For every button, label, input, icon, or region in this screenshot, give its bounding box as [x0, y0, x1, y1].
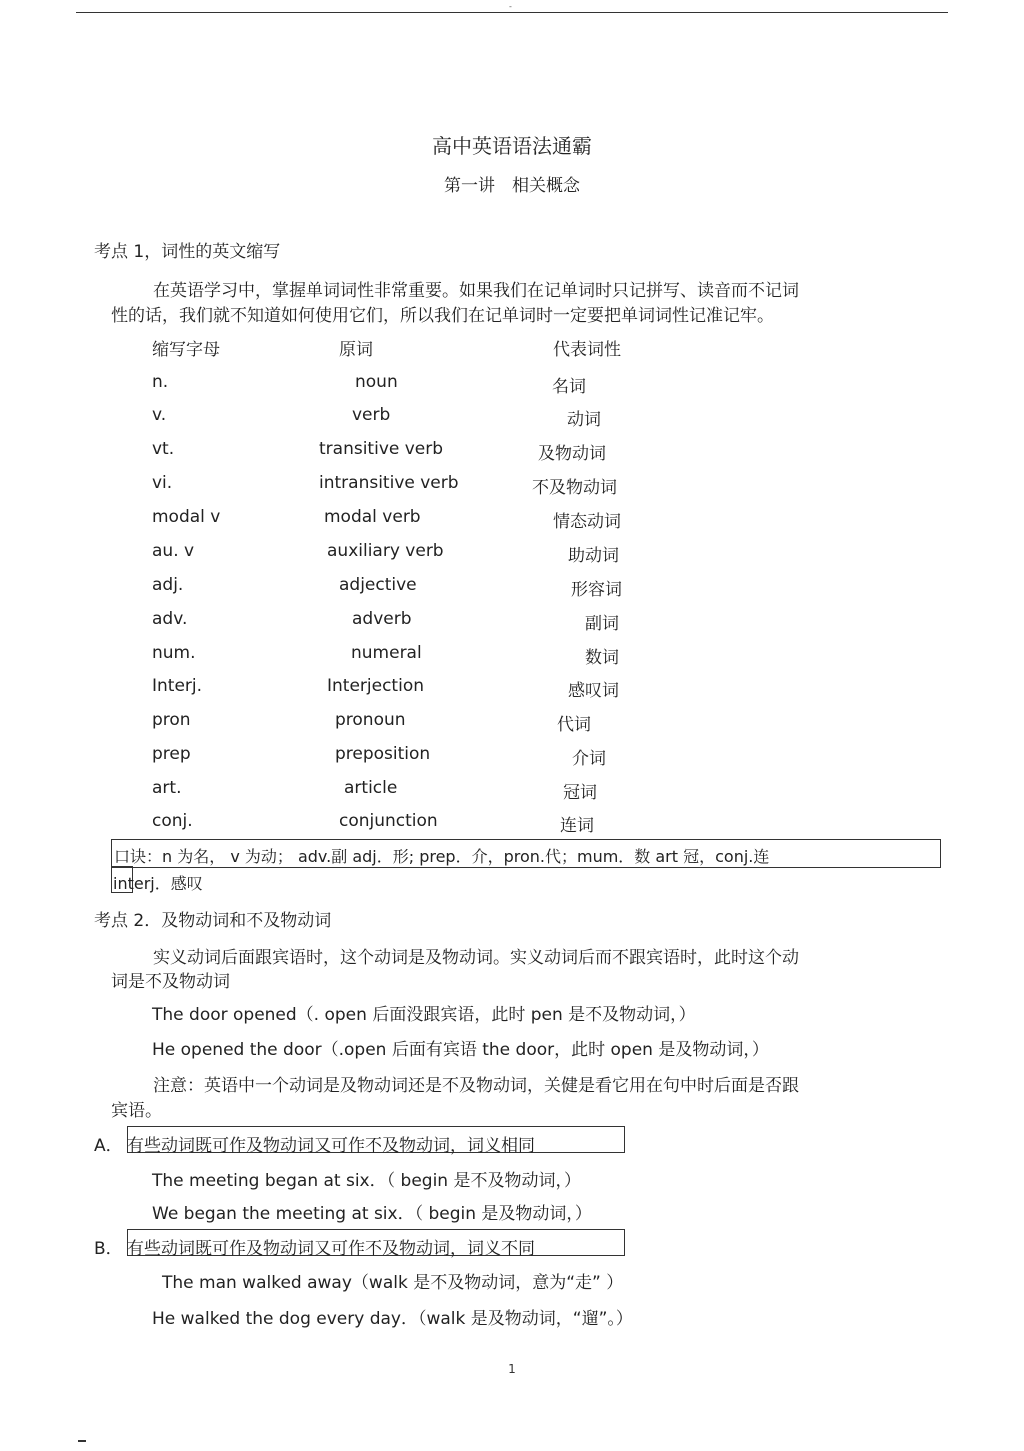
cell-abbr: prep [152, 744, 191, 764]
point-a-text: 有些动词既可作及物动词又可作不及物动词，词义相同 [127, 1136, 535, 1156]
cell-original: conjunction [339, 811, 438, 831]
section1-paragraph-line1: 在英语学习中，掌握单词词性非常重要。如果我们在记单词时只记拼写、读音而不记词 [153, 281, 799, 301]
cell-abbr: conj. [152, 811, 193, 831]
cell-original: noun [355, 372, 398, 392]
header-pos: 代表词性 [553, 340, 621, 360]
cell-pos: 数词 [585, 648, 619, 668]
cell-abbr: n. [152, 372, 169, 392]
cell-original: adverb [352, 609, 412, 629]
table-row [0, 507, 1024, 535]
table-row [0, 439, 1024, 467]
cell-pos: 形容词 [571, 580, 622, 600]
cell-pos: 助动词 [568, 546, 619, 566]
cell-original: preposition [335, 744, 431, 764]
cell-pos: 代词 [557, 715, 591, 735]
cell-abbr: adv. [152, 609, 188, 629]
point-a-label: A． [94, 1136, 123, 1156]
document-title: 高中英语语法通霸 [432, 134, 592, 158]
header-original: 原词 [339, 340, 373, 360]
table-row [0, 811, 1024, 839]
header-dot: - [509, 2, 512, 11]
table-row [0, 372, 1024, 400]
cell-abbr: pron [152, 710, 191, 730]
section2-note-line1: 注意：英语中一个动词是及物动词还是不及物动词，关健是看它用在句中时后面是否跟 [153, 1076, 799, 1096]
point-b-example2: He walked the dog every day．（walk 是及物动词，“遛”。） [152, 1309, 633, 1329]
point-b-label: B． [94, 1239, 123, 1259]
cell-abbr: au. v [152, 541, 195, 561]
cell-original: verb [352, 405, 391, 425]
corner-mark [78, 1440, 86, 1442]
cell-pos: 连词 [560, 816, 594, 836]
cell-pos: 副词 [585, 614, 619, 634]
section2-heading: 考点 2．及物动词和不及物动词 [94, 911, 332, 931]
section2-example2: He opened the door（.open 后面有宾语 the door，此时 open 是及物动词，） [152, 1040, 769, 1060]
table-row [0, 541, 1024, 569]
cell-original: numeral [351, 643, 422, 663]
header-abbr: 缩写字母 [152, 340, 220, 360]
page-number: 1 [508, 1362, 516, 1376]
pos-table-header [0, 335, 1024, 363]
cell-pos: 情态动词 [553, 512, 621, 532]
cell-original: Interjection [327, 676, 424, 696]
cell-original: auxiliary verb [327, 541, 444, 561]
cell-original: modal verb [324, 507, 421, 527]
cell-abbr: v. [152, 405, 167, 425]
table-row [0, 778, 1024, 806]
point-a-example2: We began the meeting at six．（ begin 是及物动词，） [152, 1204, 592, 1224]
cell-original: adjective [339, 575, 417, 595]
section2-paragraph-line2: 词是不及物动词 [111, 972, 230, 992]
cell-abbr: Interj. [152, 676, 203, 696]
table-row [0, 744, 1024, 772]
mnemonic-line2: interj．感叹 [113, 874, 203, 893]
section2-paragraph-line1: 实义动词后面跟宾语时，这个动词是及物动词。实义动词后而不跟宾语时，此时这个动 [153, 948, 799, 968]
header-rule [76, 12, 948, 13]
point-b-text: 有些动词既可作及物动词又可作不及物动词，词义不同 [127, 1239, 535, 1259]
cell-pos: 介词 [572, 749, 606, 769]
cell-original: intransitive verb [319, 473, 459, 493]
cell-pos: 冠词 [563, 783, 597, 803]
table-row [0, 710, 1024, 738]
point-a-example1: The meeting began at six．（ begin 是不及物动词，） [152, 1171, 581, 1191]
table-row [0, 609, 1024, 637]
cell-original: article [344, 778, 398, 798]
cell-pos: 及物动词 [538, 444, 606, 464]
cell-original: pronoun [335, 710, 406, 730]
cell-abbr: modal v [152, 507, 221, 527]
cell-pos: 不及物动词 [532, 478, 617, 498]
document-subtitle: 第一讲 相关概念 [444, 176, 580, 196]
mnemonic-line1: 口诀：n 为名， v 为动； adv.副 adj．形; prep．介，pron.代；mum．数 art 冠，conj.连 [114, 847, 770, 866]
cell-original: transitive verb [319, 439, 444, 459]
table-row [0, 473, 1024, 501]
table-row [0, 676, 1024, 704]
point-b-example1: The man walked away（walk 是不及物动词，意为“走” ） [162, 1273, 624, 1293]
section2-note-line2: 宾语。 [111, 1101, 162, 1121]
table-row [0, 405, 1024, 433]
table-row [0, 575, 1024, 603]
section1-paragraph-line2: 性的话，我们就不知道如何使用它们，所以我们在记单词时一定要把单词词性记准记牢。 [111, 306, 774, 326]
table-row [0, 643, 1024, 671]
cell-abbr: vt. [152, 439, 175, 459]
cell-abbr: adj. [152, 575, 184, 595]
cell-pos: 感叹词 [568, 681, 619, 701]
section2-example1: The door opened（. open 后面没跟宾语，此时 pen 是不及物动词，） [152, 1005, 696, 1025]
cell-abbr: vi. [152, 473, 173, 493]
cell-abbr: art. [152, 778, 182, 798]
cell-pos: 动词 [567, 410, 601, 430]
cell-pos: 名词 [552, 377, 586, 397]
section1-heading: 考点 1，词性的英文缩写 [94, 242, 281, 262]
cell-abbr: num. [152, 643, 196, 663]
